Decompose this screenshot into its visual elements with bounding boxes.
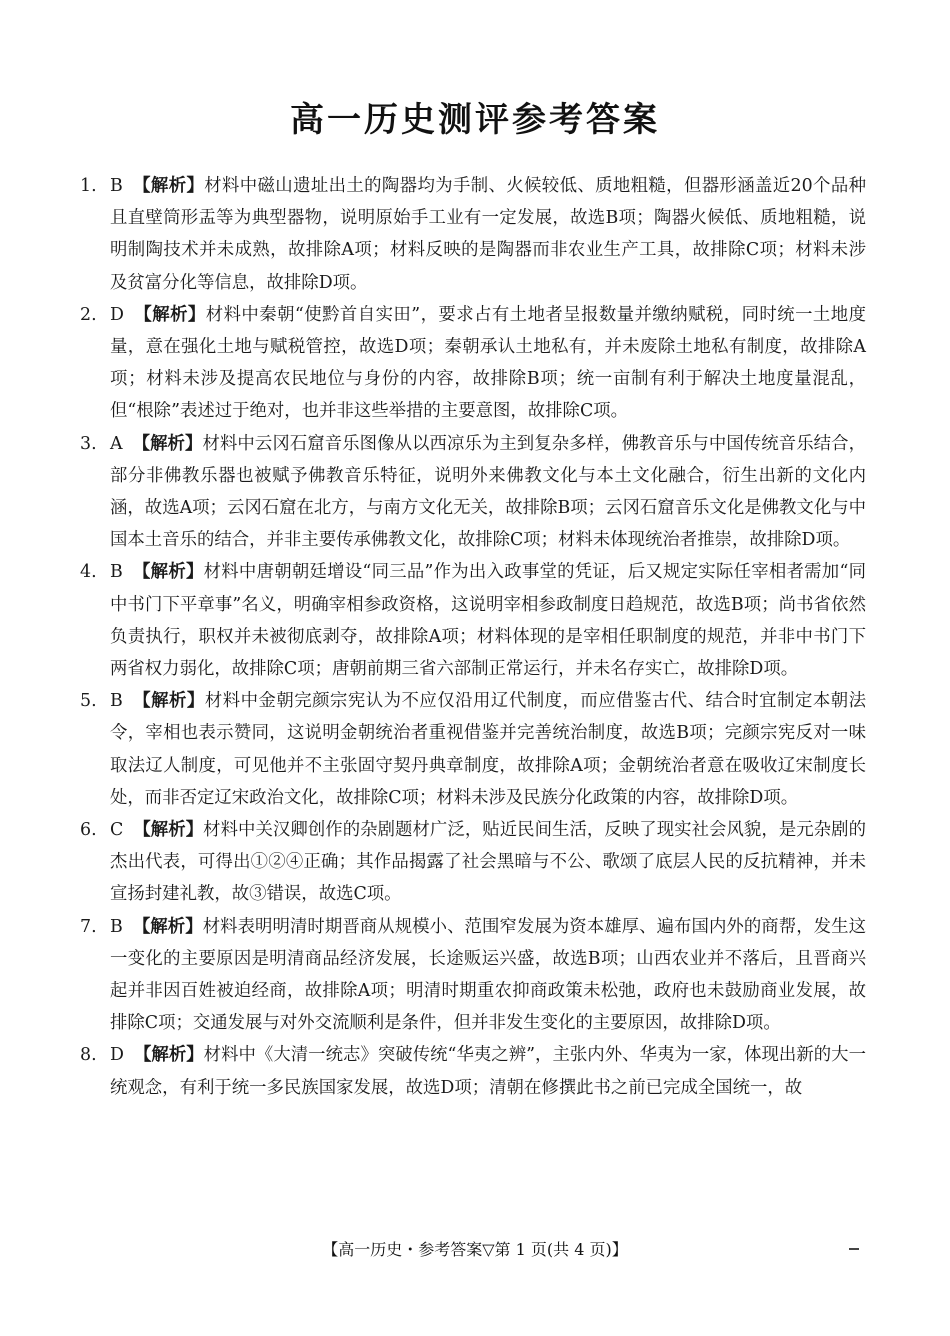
item-answer: D [110, 304, 124, 325]
analysis-tag: 【解析】 [132, 176, 205, 196]
answer-item-6 [80, 814, 866, 911]
analysis-tag: 【解析】 [133, 304, 206, 325]
analysis-tag: 【解析】 [133, 820, 204, 841]
item-number: 8. [80, 1045, 97, 1066]
item-answer: B [110, 691, 123, 712]
item-answer: A [110, 433, 123, 454]
analysis-tag: 【解析】 [132, 562, 204, 583]
item-number: 4. [80, 562, 97, 583]
item-answer: C [110, 820, 124, 841]
answer-item-3 [80, 428, 866, 557]
page-title: 高一历史测评参考答案 [290, 100, 660, 140]
item-number: 3. [80, 433, 97, 454]
answer-list [80, 170, 866, 1104]
item-number: 6. [80, 820, 97, 841]
answer-item-1 [80, 170, 866, 299]
corner-mark [849, 1245, 859, 1250]
item-explanation: 材料中云冈石窟音乐图像从以西凉乐为主到复杂多样，佛教音乐与中国传统音乐结合，部分非佛教乐器也被赋予佛教音乐特征，说明外来佛教文化与本土文化融合，衍生出新的文化内涵，故选A项；云冈石窟在北方，与南方文化无关，故排除B项；云冈石窟音乐文化是佛教文化与中国本土音乐的结合，并非主要传承佛教文化，故排除C项；材料未体现统治者推崇，故排除D项。 [110, 433, 866, 551]
answer-item-8 [80, 1039, 866, 1103]
item-answer: B [110, 916, 123, 937]
item-answer: D [110, 1045, 124, 1066]
page-footer: 【高一历史・参考答案▽第 1 页(共 4 页)】 [322, 1240, 628, 1259]
answer-item-2 [80, 299, 866, 428]
analysis-tag: 【解析】 [133, 1045, 204, 1066]
item-answer: B [110, 562, 123, 583]
item-number: 7. [80, 916, 97, 937]
item-explanation: 材料中金朝完颜宗宪认为不应仅沿用辽代制度，而应借鉴古代、结合时宜制定本朝法令，宰相也表示赞同，这说明金朝统治者重视借鉴并完善统治制度，故选B项；完颜宗宪反对一味取法辽人制度，可见他并不主张固守契丹典章制度，故排除A项；金朝统治者意在吸收辽宋制度长处，而非否定辽宋政治文化，故排除C项；材料未涉及民族分化政策的内容，故排除D项。 [110, 691, 866, 808]
item-explanation: 材料中唐朝朝廷增设“同三品”作为出入政事堂的凭证，后又规定实际任宰相者需加“同中书门下平章事”名义，明确宰相参政资格，这说明宰相参政制度日趋规范，故选B项；尚书省依然负责执行，职权并未被彻底剥夺，故排除A项；材料体现的是宰相任职制度的规范，并非中书门下两省权力弱化，故排除C项；唐朝前期三省六部制正常运行，并未名存实亡，故排除D项。 [110, 562, 866, 680]
item-explanation: 材料中磁山遗址出土的陶器均为手制、火候较低、质地粗糙，但器形涵盖近20个品种且直壁筒形盂等为典型器物，说明原始手工业有一定发展，故选B项；陶器火候低、质地粗糙，说明制陶技术并未成熟，故排除A项；材料反映的是陶器而非农业生产工具，故排除C项；材料未涉及贫富分化等信息，故排除D项。 [110, 176, 866, 293]
item-number: 2. [80, 304, 97, 325]
analysis-tag: 【解析】 [132, 433, 203, 454]
item-explanation: 材料表明明清时期晋商从规模小、范围窄发展为资本雄厚、遍布国内外的商帮，发生这一变化的主要原因是明清商品经济发展，长途贩运兴盛，故选B项；山西农业并不落后，且晋商兴起并非因百姓被迫经商，故排除A项；明清时期重农抑商政策未松弛，政府也未鼓励商业发展，故排除C项；交通发展与对外交流顺利是条件，但并非发生变化的主要原因，故排除D项。 [110, 916, 866, 1034]
item-explanation: 材料中关汉卿创作的杂剧题材广泛，贴近民间生活，反映了现实社会风貌，是元杂剧的杰出代表，可得出①②④正确；其作品揭露了社会黑暗与不公、歌颂了底层人民的反抗精神，并未宣扬封建礼教，故③错误，故选C项。 [110, 820, 866, 905]
answer-item-4 [80, 556, 866, 685]
item-explanation: 材料中秦朝“使黔首自实田”，要求占有土地者呈报数量并缴纳赋税，同时统一土地度量，意在强化土地与赋税管控，故选D项；秦朝承认土地私有，并未废除土地私有制度，故排除A项；材料未涉及提高农民地位与身份的内容，故排除B项；统一亩制有利于解决土地度量混乱，但“根除”表述过于绝对，也并非这些举措的主要意图，故排除C项。 [110, 304, 866, 422]
item-number: 5. [80, 691, 97, 712]
answer-item-7 [80, 911, 866, 1040]
item-number: 1. [80, 176, 97, 196]
analysis-tag: 【解析】 [132, 691, 205, 712]
item-explanation: 材料中《大清一统志》突破传统“华夷之辨”，主张内外、华夷为一家，体现出新的大一统观念，有利于统一多民族国家发展，故选D项；清朝在修撰此书之前已完成全国统一，故 [110, 1045, 866, 1098]
item-answer: B [110, 176, 123, 196]
analysis-tag: 【解析】 [132, 916, 203, 937]
answer-item-5 [80, 685, 866, 814]
